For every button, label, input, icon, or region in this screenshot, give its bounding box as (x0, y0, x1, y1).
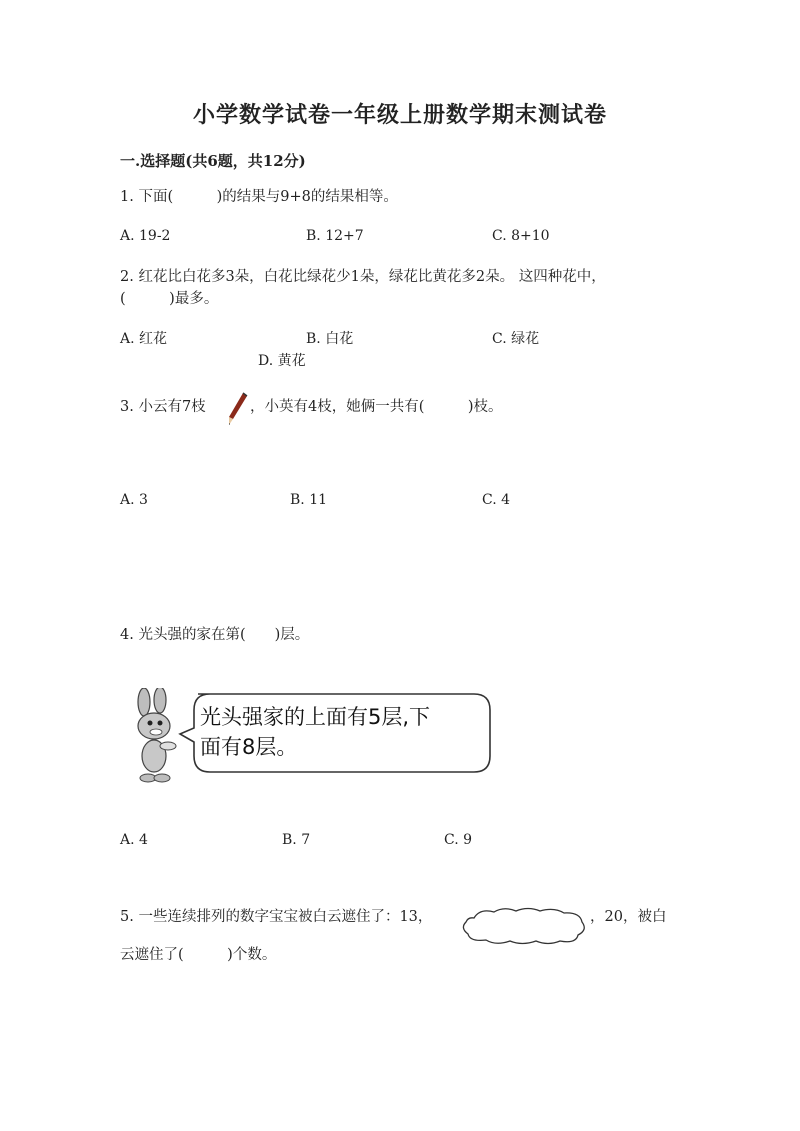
question-2-text-line-1: 2. 红花比白花多3朵，白花比绿花少1朵，绿花比黄花多2朵。 这四种花中， (120, 269, 606, 285)
question-4-option-b: B. 7 (282, 832, 311, 848)
question-2-option-b: B. 白花 (306, 331, 354, 347)
question-3-text-before: 3. 小云有7枝 (120, 399, 206, 415)
question-4-option-c: C. 9 (444, 832, 473, 848)
speech-bubble-text (200, 702, 490, 762)
question-5-text-line-2: 云遮住了( )个数。 (120, 947, 277, 963)
question-4-text: 4. 光头强的家在第( )层。 (120, 627, 310, 643)
speech-bubble-line-2: 面有8层。 (200, 735, 298, 759)
question-2-option-c: C. 绿花 (492, 331, 540, 347)
question-1-option-a: A. 19-2 (120, 228, 171, 244)
section-heading: 一.选择题(共6题，共12分) (120, 152, 306, 170)
question-2-option-a: A. 红花 (120, 331, 168, 347)
question-1-option-c: C. 8+10 (492, 228, 550, 244)
pencil-icon (226, 392, 248, 426)
question-3-option-a: A. 3 (120, 492, 148, 508)
question-1-text: 1. 下面( )的结果与9+8的结果相等。 (120, 189, 398, 205)
question-3-text-after: ，小英有4枝，她俩一共有( )枝。 (250, 399, 503, 415)
question-2-text-line-2: ( )最多。 (120, 291, 219, 307)
question-3-option-c: C. 4 (482, 492, 511, 508)
page-title: 小学数学试卷一年级上册数学期末测试卷 (192, 102, 607, 128)
question-2-option-d: D. 黄花 (258, 353, 306, 369)
question-1-option-b: B. 12+7 (306, 228, 364, 244)
question-5-text-before: 5. 一些连续排列的数字宝宝被白云遮住了：13， (120, 909, 433, 925)
question-3-option-b: B. 11 (290, 492, 328, 508)
question-5-text-after: ，20，被白 (590, 909, 667, 925)
speech-bubble-line-1: 光头强家的上面有5层,下 (200, 705, 431, 729)
question-4-option-a: A. 4 (120, 832, 148, 848)
cloud-icon (458, 904, 588, 946)
